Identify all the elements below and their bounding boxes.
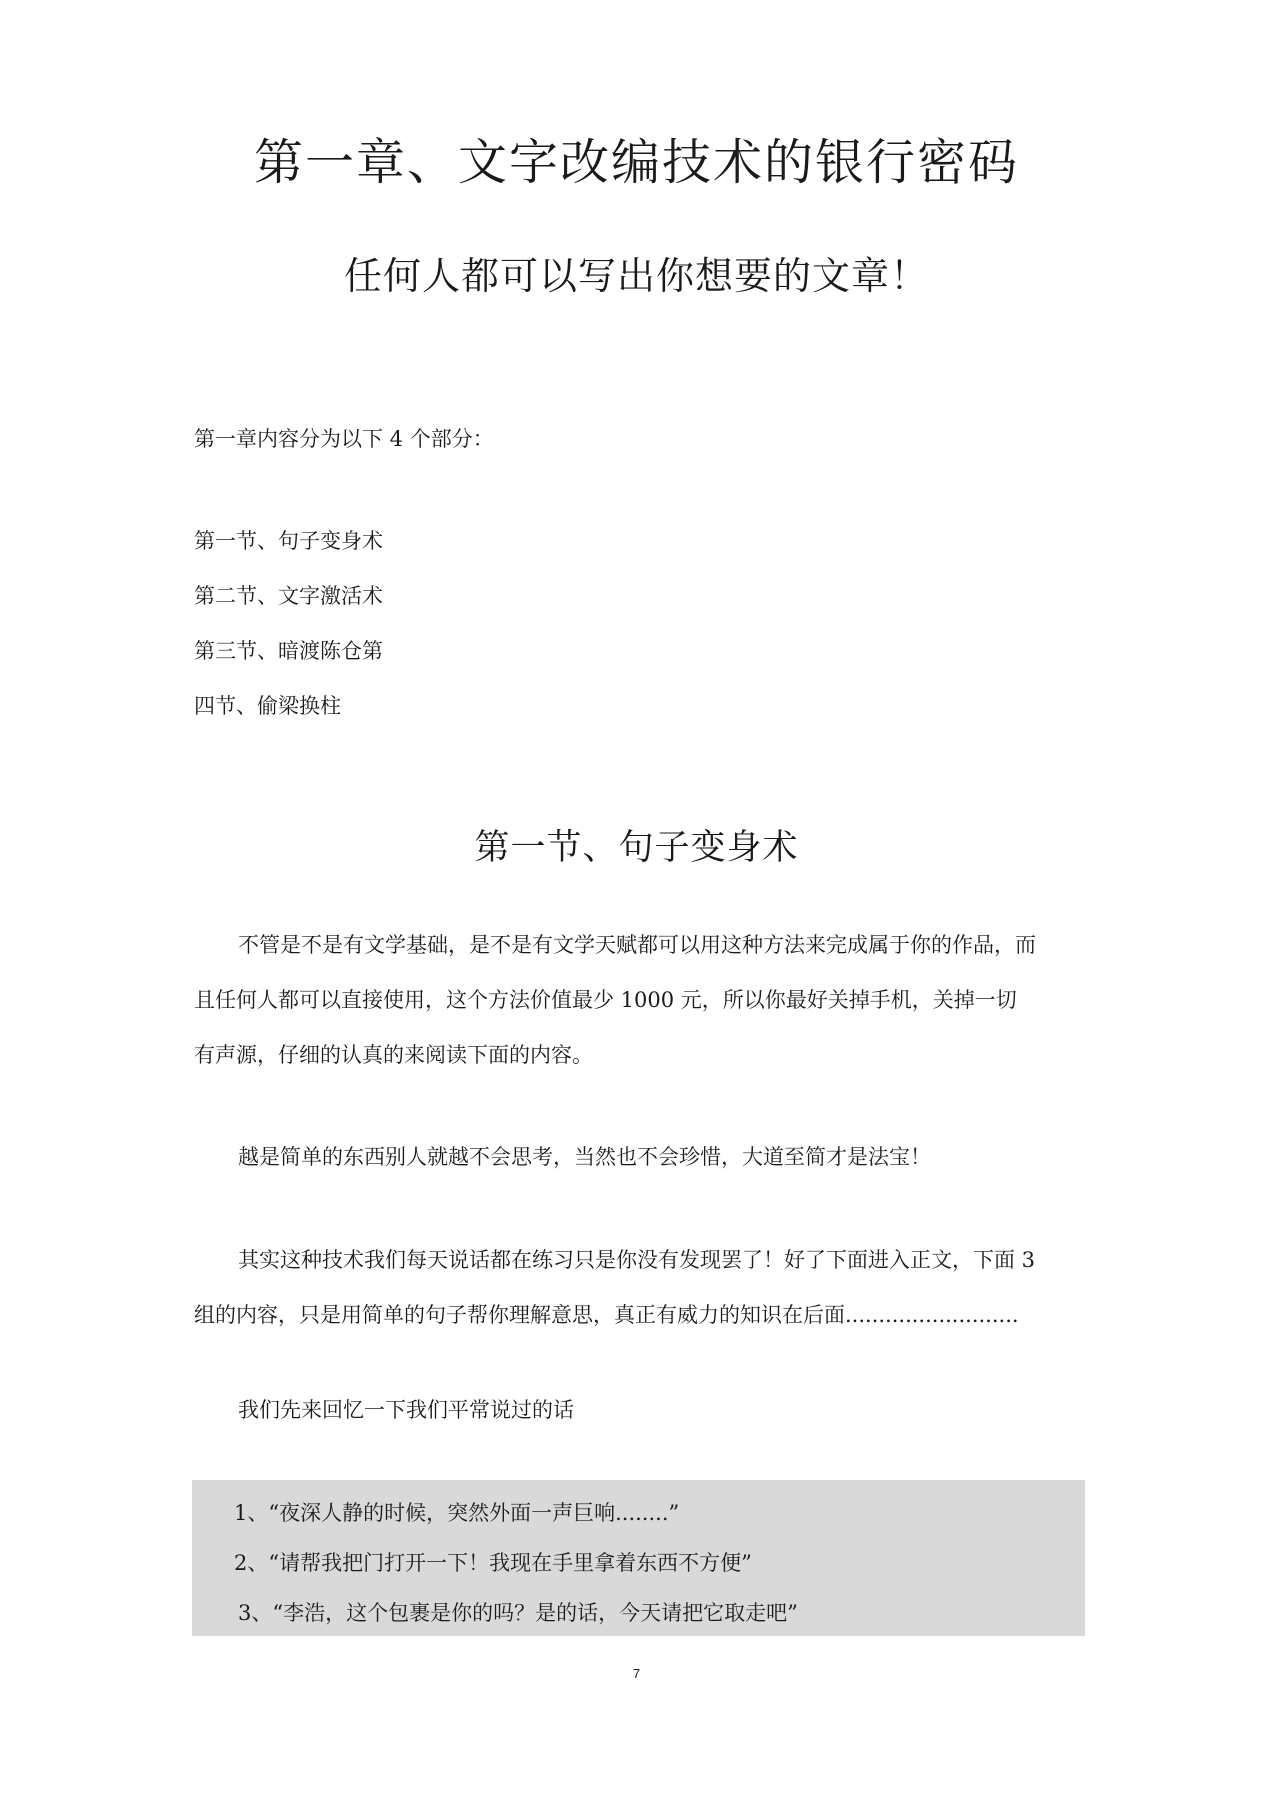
paragraph-line: 且任何人都可以直接使用，这个方法价值最少 1000 元，所以你最好关掉手机，关掉一切 <box>194 988 1017 1012</box>
toc-item: 四节、偷梁换柱 <box>194 694 341 718</box>
paragraph-line: 越是简单的东西别人就越不会思考，当然也不会珍惜，大道至简才是法宝！ <box>238 1145 931 1169</box>
quote-box <box>192 1480 1085 1636</box>
quote-item: 3、“李浩，这个包裹是你的吗？是的话，今天请把它取走吧” <box>238 1601 798 1625</box>
paragraph-line: 其实这种技术我们每天说话都在练习只是你没有发现罢了！好了下面进入正文，下面 3 <box>238 1248 1036 1272</box>
page-number: 7 <box>632 1666 641 1681</box>
paragraph-line: 组的内容，只是用简单的句子帮你理解意思，真正有威力的知识在后面.......................... <box>194 1303 1019 1327</box>
chapter-intro: 第一章内容分为以下 4 个部分： <box>194 427 494 451</box>
paragraph-line: 有声源，仔细的认真的来阅读下面的内容。 <box>194 1043 593 1067</box>
toc-item: 第一节、句子变身术 <box>194 529 383 553</box>
chapter-title: 第一章、文字改编技术的银行密码 <box>253 134 1019 191</box>
quote-item: 1、“夜深人静的时候，突然外面一声巨响........” <box>234 1501 680 1525</box>
toc-item: 第三节、暗渡陈仓第 <box>194 639 383 663</box>
chapter-subtitle: 任何人都可以写出你想要的文章！ <box>343 254 929 298</box>
paragraph-line: 我们先来回忆一下我们平常说过的话 <box>238 1398 574 1422</box>
section-title: 第一节、句子变身术 <box>474 828 799 868</box>
quote-item: 2、“请帮我把门打开一下！我现在手里拿着东西不方便” <box>234 1551 752 1575</box>
paragraph-line: 不管是不是有文学基础，是不是有文学天赋都可以用这种方法来完成属于你的作品，而 <box>238 933 1036 957</box>
toc-item: 第二节、文字激活术 <box>194 584 383 608</box>
